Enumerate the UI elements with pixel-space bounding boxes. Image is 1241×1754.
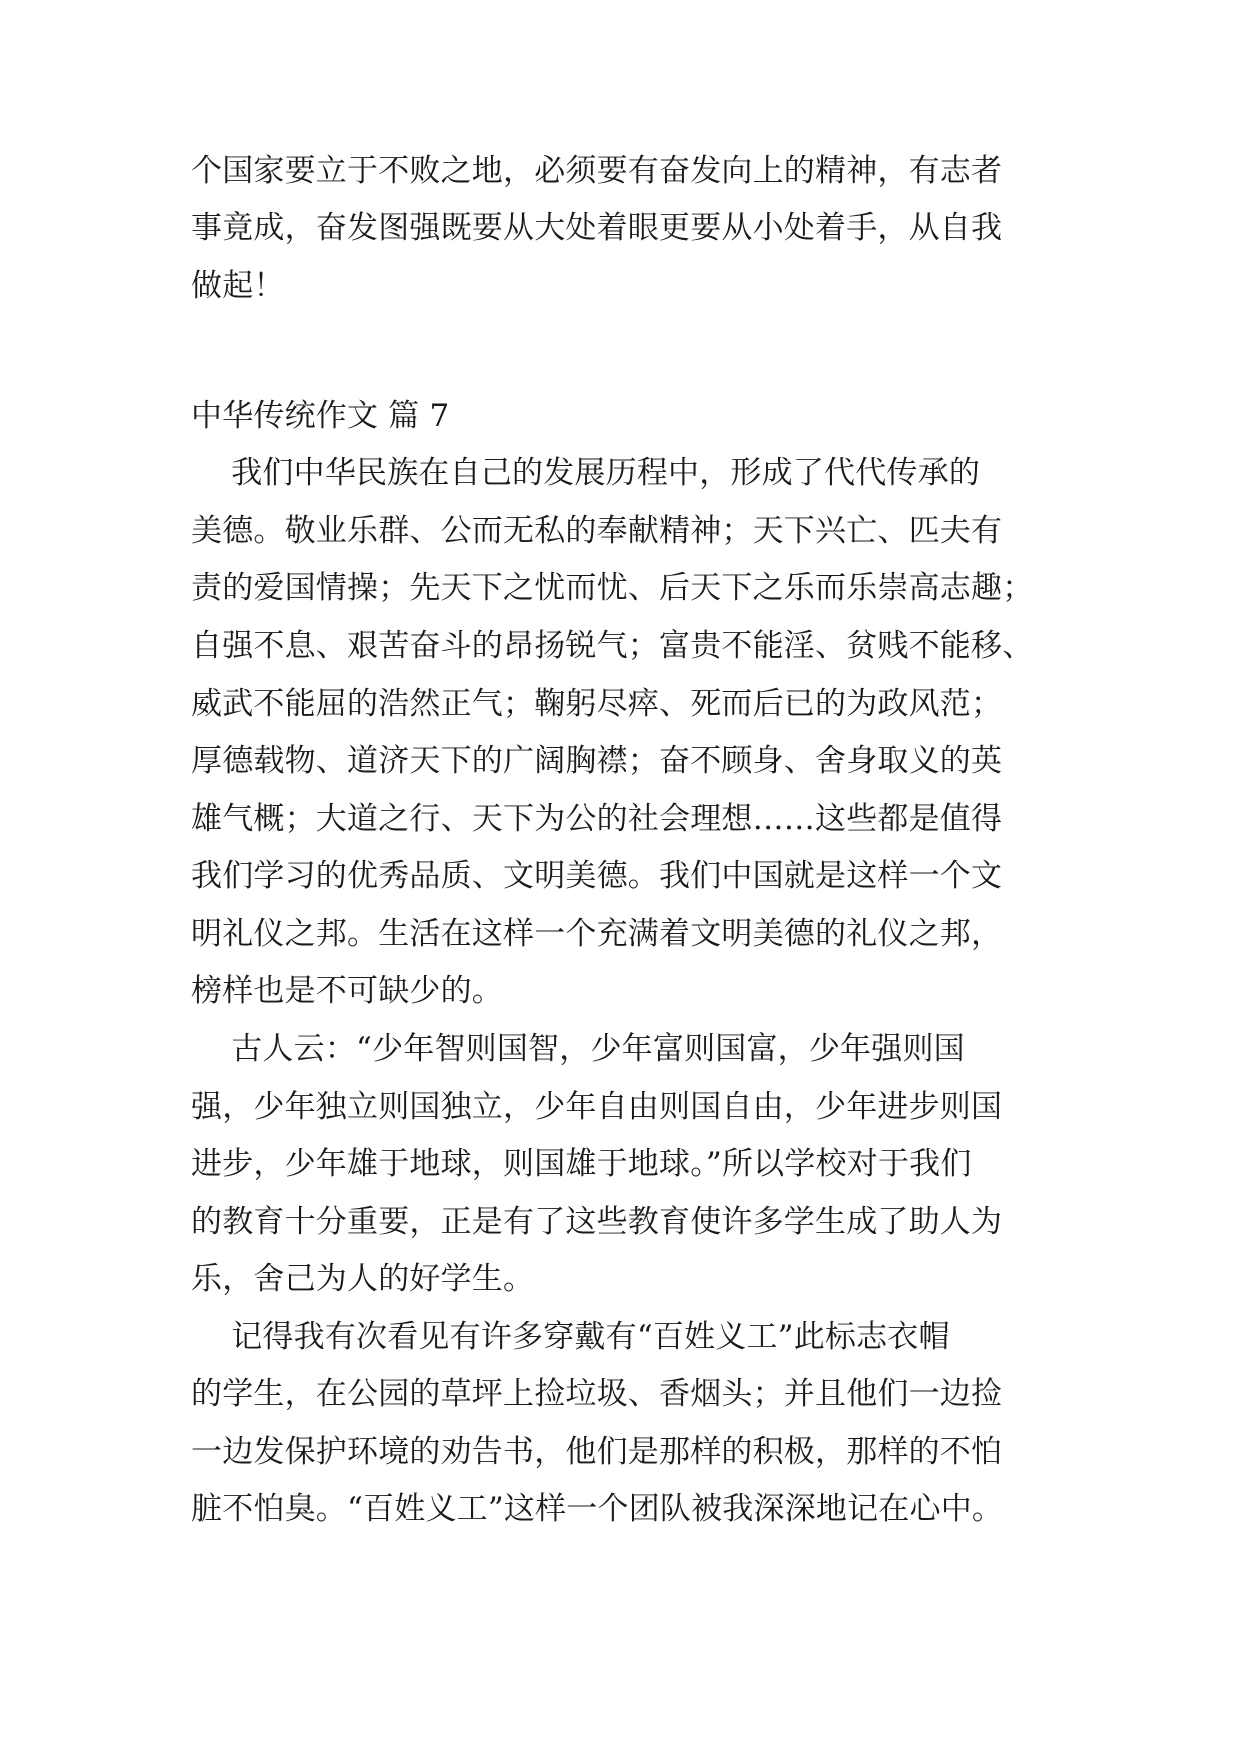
paragraph-line: 雄气概；大道之行、天下为公的社会理想……这些都是值得 bbox=[191, 801, 1003, 837]
paragraph-line: 一边发保护环境的劝告书，他们是那样的积极，那样的不怕 bbox=[191, 1434, 1003, 1470]
paragraph-line: 厚德载物、道济天下的广阔胸襟；奋不顾身、舍身取义的英 bbox=[191, 743, 1003, 779]
paragraph-line: 古人云：“少年智则国智，少年富则国富，少年强则国 bbox=[191, 1031, 965, 1067]
paragraph-line: 美德。敬业乐群、公而无私的奉献精神；天下兴亡、匹夫有 bbox=[191, 513, 1003, 549]
paragraph-line: 进步，少年雄于地球，则国雄于地球。”所以学校对于我们 bbox=[191, 1146, 972, 1182]
paragraph-line: 自强不息、艰苦奋斗的昂扬锐气；富贵不能淫、贫贱不能移、 bbox=[191, 628, 1034, 664]
paragraph-line: 的教育十分重要，正是有了这些教育使许多学生成了助人为 bbox=[191, 1204, 1003, 1240]
paragraph-line: 记得我有次看见有许多穿戴有“百姓义工”此标志衣帽 bbox=[191, 1319, 950, 1355]
paragraph-line: 榜样也是不可缺少的。 bbox=[191, 973, 503, 1009]
paragraph-line: 的学生，在公园的草坪上捡垃圾、香烟头；并且他们一边捡 bbox=[191, 1376, 1003, 1412]
paragraph-line: 威武不能屈的浩然正气；鞠躬尽瘁、死而后已的为政风范； bbox=[191, 686, 1003, 722]
top-paragraph-line: 个国家要立于不败之地，必须要有奋发向上的精神，有志者 bbox=[191, 153, 1003, 189]
section-title: 中华传统作文 篇 7 bbox=[191, 398, 450, 434]
paragraph-line: 乐，舍己为人的好学生。 bbox=[191, 1261, 535, 1297]
top-paragraph-line: 事竟成，奋发图强既要从大处着眼更要从小处着手，从自我 bbox=[191, 210, 1003, 246]
paragraph-line: 我们中华民族在自己的发展历程中，形成了代代传承的 bbox=[191, 455, 981, 491]
paragraph-line: 责的爱国情操；先天下之忧而忧、后天下之乐而乐崇高志趣； bbox=[191, 570, 1034, 606]
paragraph-line: 脏不怕臭。“百姓义工”这样一个团队被我深深地记在心中。 bbox=[191, 1491, 1004, 1527]
paragraph-line: 明礼仪之邦。生活在这样一个充满着文明美德的礼仪之邦， bbox=[191, 916, 1003, 952]
paragraph-line: 强，少年独立则国独立，少年自由则国自由，少年进步则国 bbox=[191, 1089, 1003, 1125]
paragraph-line: 我们学习的优秀品质、文明美德。我们中国就是这样一个文 bbox=[191, 858, 1003, 894]
top-paragraph-line: 做起！ bbox=[191, 268, 285, 304]
